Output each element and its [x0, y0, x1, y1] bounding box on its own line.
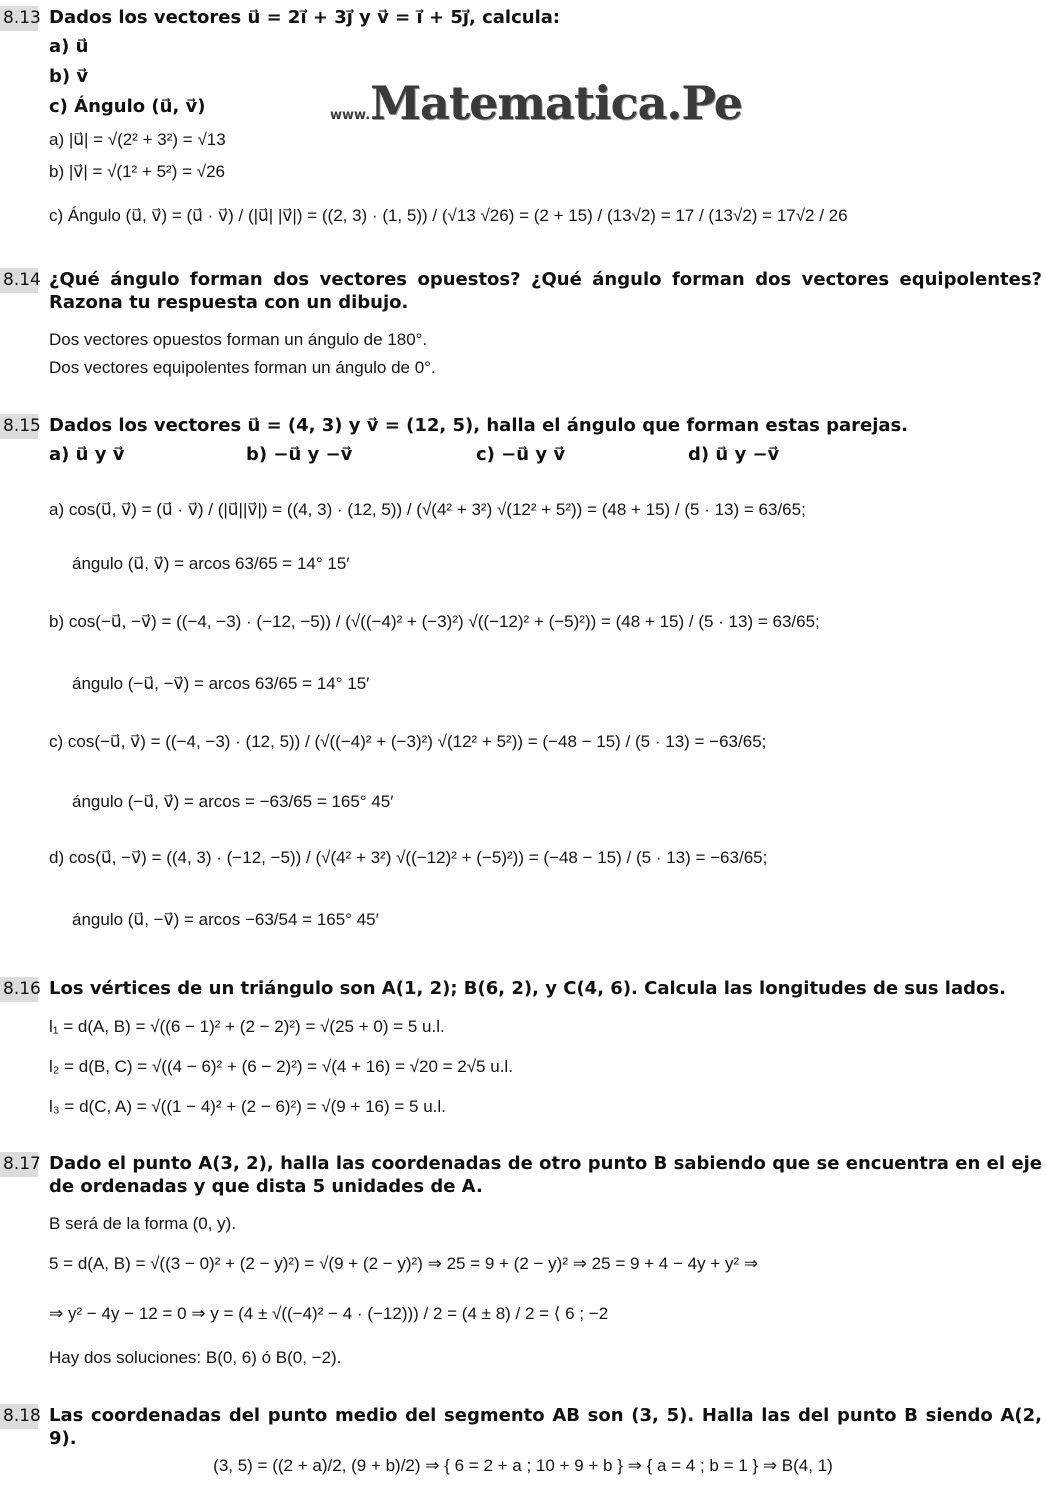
problem-8-16 [0, 977, 1046, 1117]
subpart-a: a) u⃗ y v⃗ [49, 444, 125, 465]
subpart-b: b) v⃗ [49, 66, 89, 87]
solution-line-1: (3, 5) = ((2 + a)/2, (9 + b)/2) ⇒ { 6 = 2 + a ; 10 + 9 + b } ⇒ { a = 4 ; b = 1 } ⇒ B(4, 1) [213, 1456, 833, 1475]
solution-angle-d: ángulo (u⃗, −v⃗) = arcos −63/54 = 165° 45′ [72, 910, 379, 929]
watermark-prefix: www. [330, 108, 371, 123]
problem-8-13 [0, 6, 1046, 246]
solution-angle-b: ángulo (−u⃗, −v⃗) = arcos 63/65 = 14° 15′ [72, 674, 370, 693]
solution-line-3: ⇒ y² − 4y − 12 = 0 ⇒ y = (4 ± √((−4)² − 4 · (−12))) / 2 = (4 ± 8) / 2 = ⟨ 6 ; −2 [49, 1304, 609, 1323]
watermark-suffix: Pe [681, 76, 743, 130]
solution-line-a: a) cos(u⃗, v⃗) = (u⃗ · v⃗) / (|u⃗||v⃗|) = ((4, 3) · (12, 5)) / (√(4² + 3²) √(12² + 5²)) = (48 + 15) / (5 · 13) = 63/65; [49, 500, 806, 519]
problem-8-17 [0, 1152, 1046, 1374]
subpart-c: c) Ángulo (u⃗, v⃗) [49, 96, 206, 117]
problem-statement: Dados los vectores u⃗ = 2i⃗ + 3j⃗ y v⃗ = i⃗ + 5j⃗, calcula: [49, 7, 561, 28]
problem-number: 8.18 [0, 1404, 38, 1429]
watermark-dot: . [666, 76, 682, 130]
solution-line-2: l₂ = d(B, C) = √((4 − 6)² + (6 − 2)²) = √(4 + 16) = √20 = 2√5 u.l. [49, 1057, 513, 1076]
solution-line-3: l₃ = d(C, A) = √((1 − 4)² + (2 − 6)²) = √(9 + 16) = 5 u.l. [49, 1097, 446, 1116]
subpart-a: a) u⃗ [49, 36, 89, 57]
solution-line-c: c) cos(−u⃗, v⃗) = ((−4, −3) · (12, 5)) / (√((−4)² + (−3)²) √(12² + 5²)) = (−48 − 15) / (5 · 13) = −63/65; [49, 732, 767, 751]
problem-8-15 [0, 414, 1046, 954]
solution-line-a: a) |u⃗| = √(2² + 3²) = √13 [49, 130, 226, 149]
subpart-d: d) u⃗ y −v⃗ [688, 444, 780, 465]
solution-angle-a: ángulo (u⃗, v⃗) = arcos 63/65 = 14° 15′ [72, 554, 350, 573]
solution-line-1: B será de la forma (0, y). [49, 1214, 237, 1233]
problem-statement: ¿Qué ángulo forman dos vectores opuestos? ¿Qué ángulo forman dos vectores equipolentes? Razona tu respuesta con un dibujo. [49, 269, 1042, 313]
solution-line-b: b) cos(−u⃗, −v⃗) = ((−4, −3) · (−12, −5)) / (√((−4)² + (−3)²) √((−12)² + (−5)²)) = (48 + 15) / (5 · 13) = 63/65; [49, 612, 820, 631]
solution-line-c: c) Ángulo (u⃗, v⃗) = (u⃗ · v⃗) / (|u⃗| |v⃗|) = ((2, 3) · (1, 5)) / (√13 √26) = (2 + 15) / (13√2) = 17 / (13√2) = 17√2 / 26 [49, 206, 848, 225]
problem-statement: Dados los vectores u⃗ = (4, 3) y v⃗ = (12, 5), halla el ángulo que forman estas parejas. [49, 415, 909, 436]
solution-angle-c: ángulo (−u⃗, v⃗) = arcos = −63/65 = 165° 45′ [72, 792, 394, 811]
solution-line-b: b) |v⃗| = √(1² + 5²) = √26 [49, 162, 225, 181]
watermark-name: Matematica [370, 76, 667, 130]
solution-line-2: 5 = d(A, B) = √((3 − 0)² + (2 − y)²) = √(9 + (2 − y)²) ⇒ 25 = 9 + (2 − y)² ⇒ 25 = 9 + 4 − 4y + y² ⇒ [49, 1254, 759, 1273]
problem-statement: Las coordenadas del punto medio del segmento AB son (3, 5). Halla las del punto B siendo A(2, 9). [49, 1405, 1042, 1449]
problem-statement: Dado el punto A(3, 2), halla las coordenadas de otro punto B sabiendo que se encuentra en el eje de ordenadas y que dista 5 unidades de A. [49, 1153, 1042, 1197]
solution-line-d: d) cos(u⃗, −v⃗) = ((4, 3) · (−12, −5)) / (√(4² + 3²) √((−12)² + (−5)²)) = (−48 − 15) / (5 · 13) = −63/65; [49, 848, 768, 867]
solution-line-1: l₁ = d(A, B) = √((6 − 1)² + (2 − 2)²) = √(25 + 0) = 5 u.l. [49, 1017, 445, 1036]
solution-line-1: Dos vectores opuestos forman un ángulo de 180°. [49, 330, 428, 349]
problem-8-18 [0, 1404, 1046, 1490]
problem-number: 8.13 [0, 6, 38, 31]
solution-line-4: Hay dos soluciones: B(0, 6) ó B(0, −2). [49, 1348, 342, 1367]
problem-statement: Los vértices de un triángulo son A(1, 2); B(6, 2), y C(4, 6). Calcula las longitudes de sus lados. [49, 978, 1006, 999]
problem-8-14 [0, 268, 1046, 378]
problem-number: 8.15 [0, 414, 38, 439]
solution-line-2: Dos vectores equipolentes forman un ángulo de 0°. [49, 358, 436, 377]
problem-number: 8.14 [0, 268, 38, 293]
subpart-c: c) −u⃗ y v⃗ [476, 444, 566, 465]
subpart-b: b) −u⃗ y −v⃗ [246, 444, 353, 465]
problem-number: 8.16 [0, 977, 38, 1002]
problem-number: 8.17 [0, 1152, 38, 1177]
